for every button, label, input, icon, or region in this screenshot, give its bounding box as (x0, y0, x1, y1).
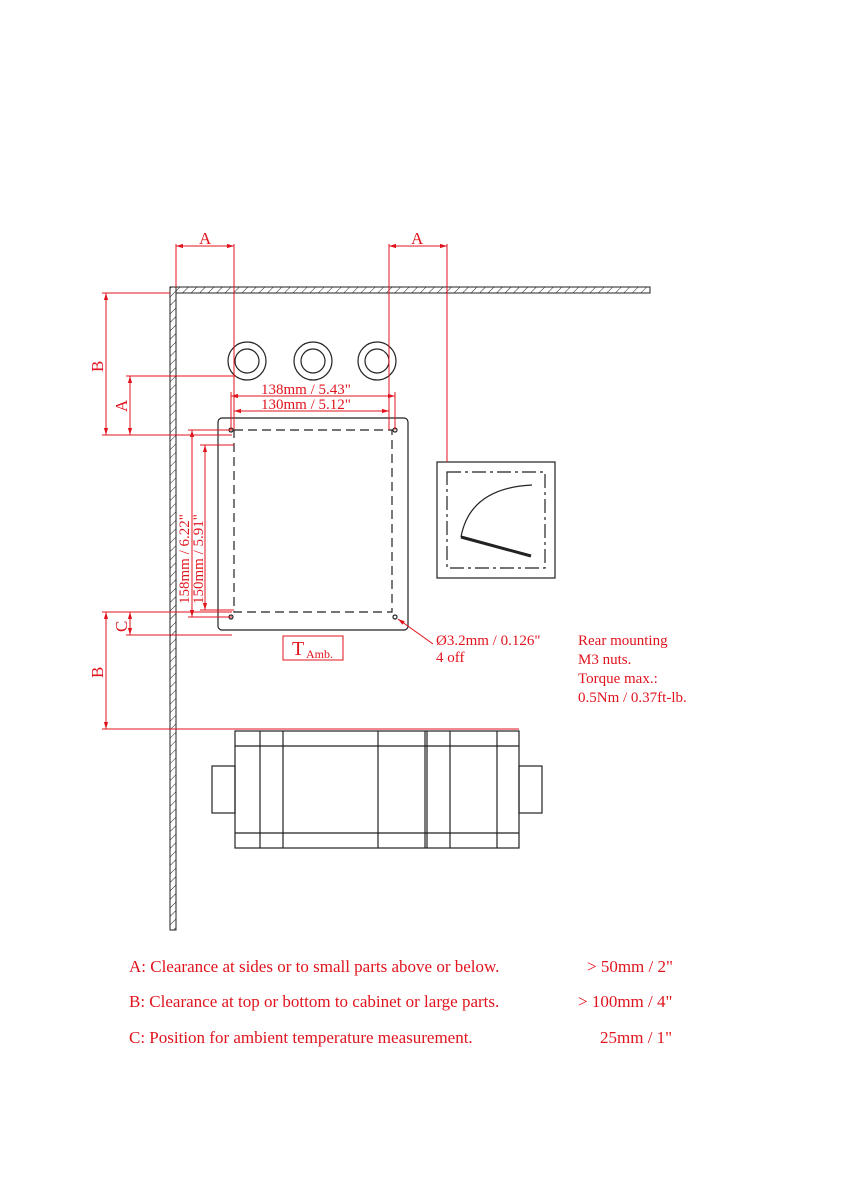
dim-a-left: A (199, 229, 212, 248)
hole-size-label: Ø3.2mm / 0.126" (436, 633, 541, 649)
dim-height-inner: 150mm / 5.91" (191, 514, 207, 604)
dim-width-inner: 130mm / 5.12" (261, 397, 351, 413)
t-amb-label: T (292, 638, 305, 660)
dim-b-bottom: B (88, 666, 107, 678)
dim-height-outer: 158mm / 6.22" (177, 514, 193, 604)
round-component-2 (294, 342, 332, 380)
large-component (212, 731, 542, 848)
dim-a-vertical: A (112, 399, 131, 412)
rear-mounting-line-4: 0.5Nm / 0.37ft-lb. (578, 690, 687, 706)
hole-count-label: 4 off (436, 650, 465, 666)
mounting-hole-br (393, 615, 397, 619)
rear-mounting-line-1: Rear mounting (578, 633, 668, 649)
rear-mounting-line-3: Torque max.: (578, 671, 658, 687)
legend-b-value: > 100mm / 4" (578, 992, 673, 1011)
dim-c-vertical: C (112, 620, 131, 632)
t-amb-subscript: Amb. (306, 647, 333, 661)
legend (129, 957, 673, 1047)
legend-c-text: C: Position for ambient temperature measurement. (129, 1028, 473, 1047)
main-unit (218, 418, 408, 630)
dim-a-right: A (411, 229, 424, 248)
legend-c-value: 25mm / 1" (600, 1028, 673, 1047)
gauge-component (437, 462, 555, 578)
legend-a-value: > 50mm / 2" (587, 957, 673, 976)
legend-b-text: B: Clearance at top or bottom to cabinet or large parts. (129, 992, 500, 1011)
cabinet-top-wall (176, 287, 650, 293)
legend-a-text: A: Clearance at sides or to small parts above or below. (129, 957, 500, 976)
dim-width-outer: 138mm / 5.43" (261, 382, 351, 398)
rear-mounting-line-2: M3 nuts. (578, 652, 632, 668)
dim-b-top: B (88, 360, 107, 372)
round-component-3 (358, 342, 396, 380)
cabinet-side-wall (170, 287, 176, 930)
